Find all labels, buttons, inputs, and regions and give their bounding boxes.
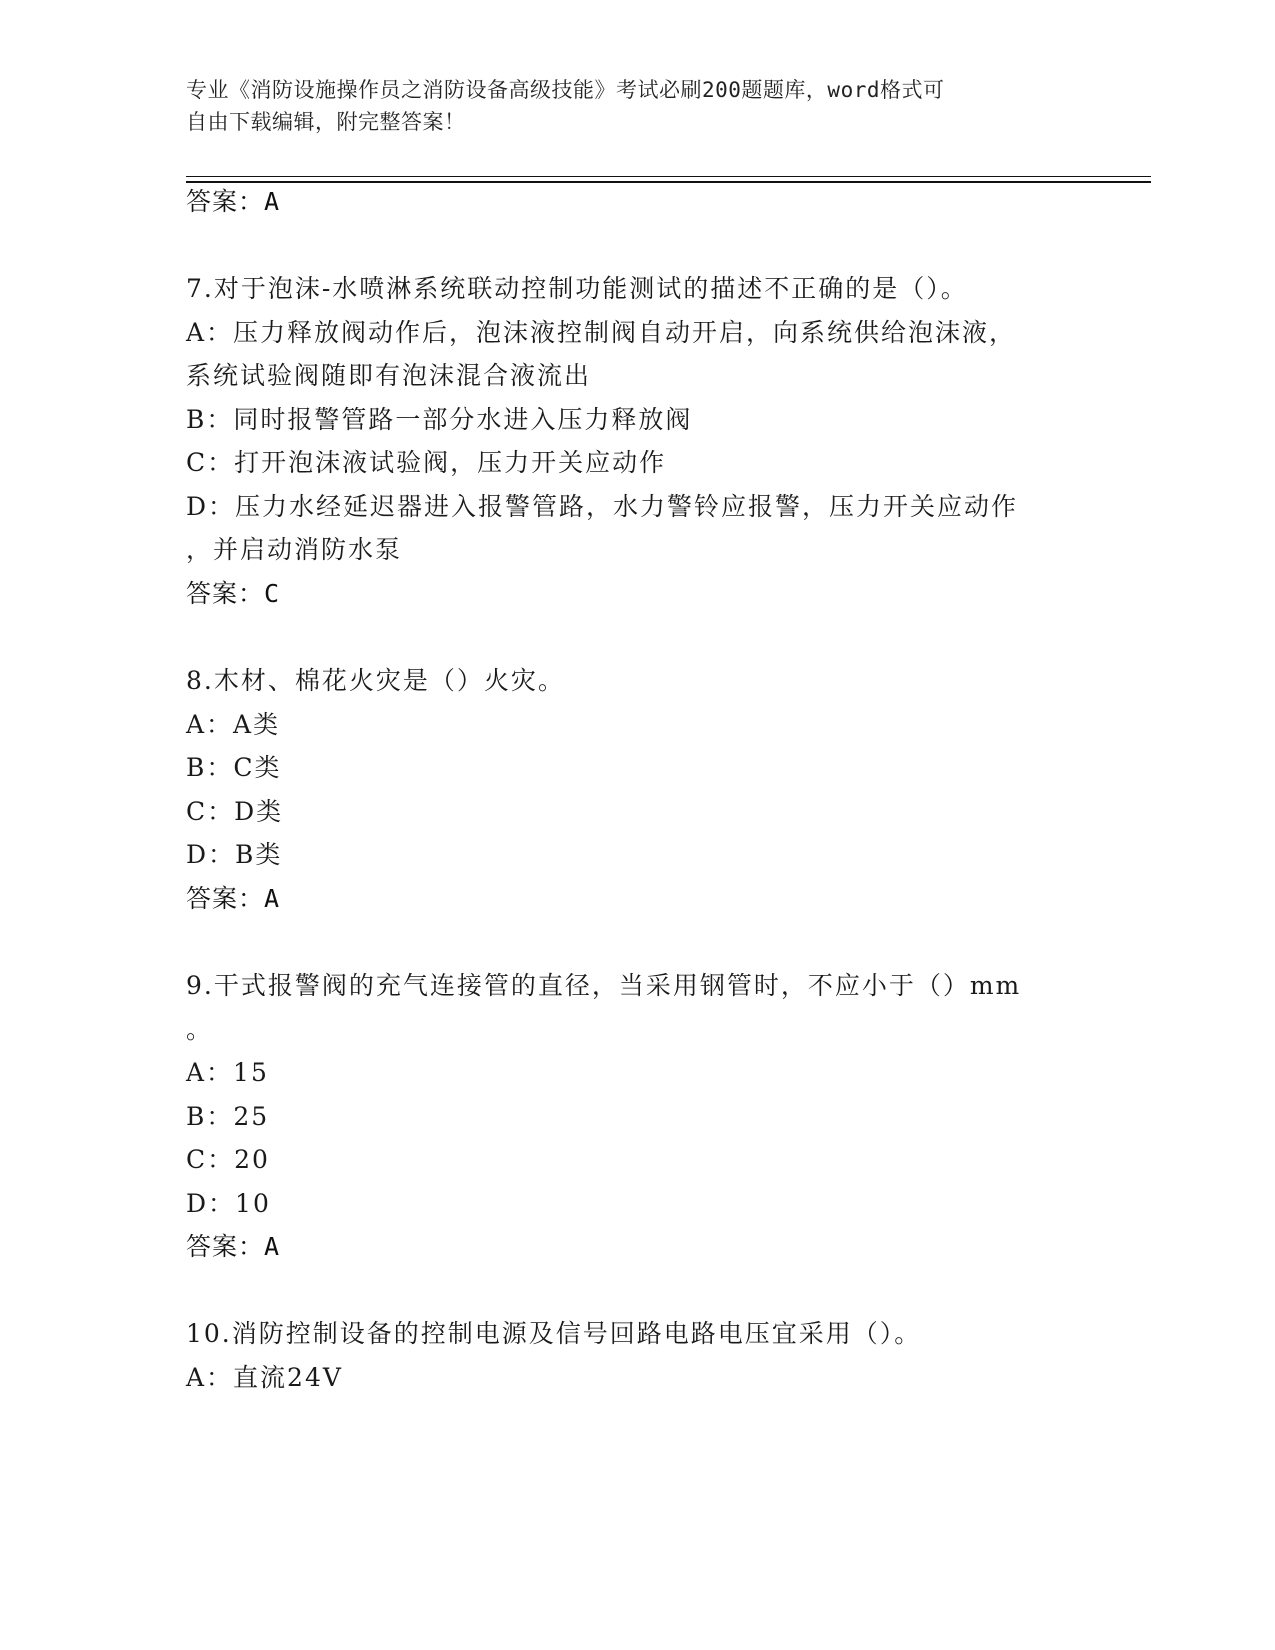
question-9-option-d: D：10 [186, 1189, 271, 1218]
header-line-2: 自由下载编辑，附完整答案！ [186, 110, 466, 134]
question-9-option-a: A：15 [186, 1058, 269, 1087]
question-8-answer: 答案：A [186, 884, 281, 913]
question-8-option-a: A：A类 [186, 710, 281, 739]
question-9-stem: 9.干式报警阀的充气连接管的直径，当采用钢管时，不应小于（）mm [186, 971, 1022, 1000]
question-7-option-c: C：打开泡沫液试验阀，压力开关应动作 [186, 448, 667, 477]
question-7-option-b: B：同时报警管路一部分水进入压力释放阀 [186, 405, 693, 434]
question-7-option-d: D：压力水经延迟器进入报警管路，水力警铃应报警，压力开关应动作 [186, 492, 1019, 521]
question-8-option-b: B：C类 [186, 753, 282, 782]
question-9-answer: 答案：A [186, 1232, 281, 1261]
header-line-1: 专业《消防设施操作员之消防设备高级技能》考试必刷200题题库，word格式可 [186, 78, 945, 102]
question-7-answer: 答案：C [186, 579, 281, 608]
question-7-option-a-cont: 系统试验阀随即有泡沫混合液流出 [186, 361, 592, 390]
question-8-option-c: C：D类 [186, 797, 284, 826]
document-header [186, 74, 1066, 138]
question-10-option-a: A：直流24V [186, 1363, 343, 1392]
question-8-stem: 8.木材、棉花火灾是（）火灾。 [186, 666, 565, 695]
question-7-stem: 7.对于泡沫-水喷淋系统联动控制功能测试的描述不正确的是（）。 [186, 274, 968, 303]
question-7-option-a: A：压力释放阀动作后，泡沫液控制阀自动开启，向系统供给泡沫液， [186, 318, 1017, 347]
question-8-option-d: D：B类 [186, 840, 283, 869]
header-rule-thick [186, 181, 1151, 183]
question-9-option-c: C：20 [186, 1145, 270, 1174]
answer-prev: 答案：A [186, 187, 281, 216]
header-rule-thin [186, 176, 1151, 177]
question-9-stem-cont: 。 [186, 1015, 214, 1044]
question-9-option-b: B：25 [186, 1102, 270, 1131]
question-10-stem: 10.消防控制设备的控制电源及信号回路电路电压宜采用（）。 [186, 1319, 922, 1348]
question-7-option-d-cont: ，并启动消防水泵 [186, 535, 403, 564]
